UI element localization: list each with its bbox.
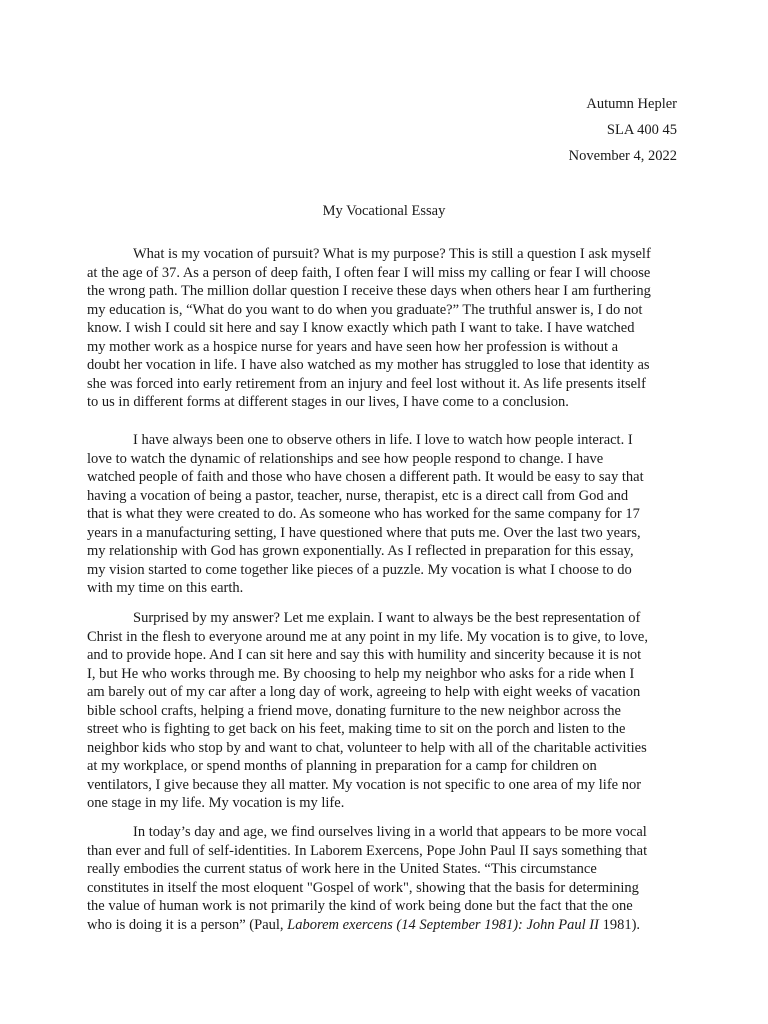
paragraph-line: watched people of faith and those who have chosen a different path. It would be easy to say that <box>87 469 644 485</box>
paragraph-line: that is what they were created to do. As someone who has worked for the same company for 17 <box>87 506 640 522</box>
paragraph-3 <box>87 609 677 813</box>
paragraph-line: the value of human work is not primarily the kind of work being done but the fact that the one <box>87 898 633 914</box>
paragraph-line: at my workplace, or spend months of planning in preparation for a camp for children on <box>87 758 597 774</box>
paragraph-line: love to watch the dynamic of relationships and see how people respond to change. I have <box>87 450 604 467</box>
paragraph-line: In today’s day and age, we find ourselves living in a world that appears to be more vocal <box>133 824 647 840</box>
paragraph-line: to us in different forms at different stages in our lives, I have come to a conclusion. <box>87 394 569 410</box>
paragraph-line: really embodies the current status of work here in the United States. “This circumstance <box>87 861 597 877</box>
paragraph-line: I have always been one to observe others in life. I love to watch how people interact. I <box>133 432 633 448</box>
paragraph-line: at the age of 37. As a person of deep faith, I often fear I will miss my calling or fear I will choose <box>87 264 651 281</box>
author-name: Autumn Hepler <box>586 96 677 112</box>
citation-text: who is doing it is a person” (Paul, <box>87 916 288 933</box>
paragraph-line-with-citation <box>87 916 677 935</box>
paragraph-line: ventilators, I give because they all matter. My vocation is not specific to one area of my life nor <box>87 776 642 793</box>
paragraph-line: my relationship with God has grown exponentially. As I reflected in preparation for this essay, <box>87 543 634 559</box>
paragraph-line: know. I wish I could sit here and say I know exactly which path I want to take. I have watched <box>87 320 635 336</box>
paragraph-line: constitutes in itself the most eloquent "Gospel of work", showing that the basis for determining <box>87 879 639 896</box>
paragraph-line: street who is fighting to get back on his feet, making time to sit on the porch and listen to the <box>87 721 626 737</box>
paragraph-line: she was forced into early retirement from an injury and feel lost without it. As life presents itself <box>87 375 646 392</box>
paragraph-1 <box>87 245 677 412</box>
paragraph-line: my mother work as a hospice nurse for years and have seen how her profession is without a <box>87 338 619 355</box>
paragraph-line: What is my vocation of pursuit? What is my purpose? This is still a question I ask myself <box>133 246 651 262</box>
paragraph-line: and to provide hope. And I can sit here and say this with humility and sincerity because it is not <box>87 647 642 663</box>
paragraph-line: my vision started to come together like pieces of a puzzle. My vocation is what I choose to do <box>87 561 632 578</box>
paragraph-line: having a vocation of being a pastor, teacher, nurse, therapist, etc is a direct call from God and <box>87 487 629 504</box>
citation-title: Laborem exercens (14 September 1981): John Paul II <box>287 916 599 933</box>
paragraph-line: with my time on this earth. <box>87 580 244 596</box>
paragraph-line: am barely out of my car after a long day of work, agreeing to help with eight weeks of vacation <box>87 684 641 700</box>
paragraph-line: one stage in my life. My vocation is my life. <box>87 795 345 811</box>
paragraph-line: neighbor kids who stop by and want to chat, volunteer to help with all of the charitable activities <box>87 739 647 756</box>
paragraph-line: my education is, “What do you want to do when you graduate?” The truthful answer is, I do not <box>87 301 643 318</box>
paragraph-line: years in a manufacturing setting, I have questioned where that puts me. Over the last two years, <box>87 524 641 541</box>
paragraph-4 <box>87 823 677 934</box>
paragraph-line: bible school crafts, helping a friend move, donating furniture to the new neighbor across the <box>87 702 621 719</box>
course-code: SLA 400 45 <box>606 122 677 138</box>
citation-text-end: 1981). <box>598 916 641 933</box>
paragraph-line: Christ in the flesh to everyone around me at any point in my life. My vocation is to give, to love, <box>87 628 648 645</box>
paragraph-line: doubt her vocation in life. I have also watched as my mother has struggled to lose that identity as <box>87 357 650 373</box>
paragraph-line: Surprised by my answer? Let me explain. I want to always be the best representation of <box>133 610 641 626</box>
essay-date: November 4, 2022 <box>568 148 677 164</box>
paragraph-2 <box>87 431 677 598</box>
paragraph-line: the wrong path. The million dollar question I receive these days when others hear I am furthering <box>87 283 651 299</box>
paragraph-line: I, but He who works through me. By choosing to help my neighbor who asks for a ride when I <box>87 665 635 682</box>
paragraph-line: than ever and full of self-identities. In Laborem Exercens, Pope John Paul II says something that <box>87 842 648 859</box>
essay-title: My Vocational Essay <box>322 203 446 219</box>
